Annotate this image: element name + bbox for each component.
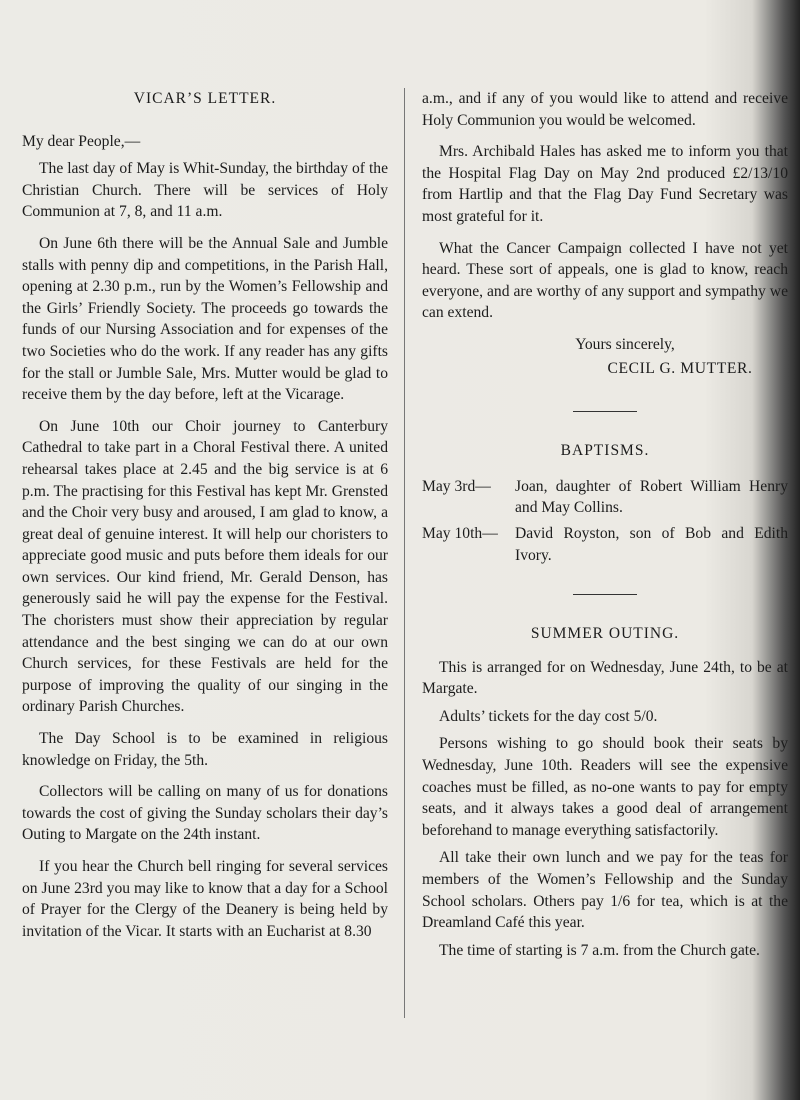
baptism-text: Joan, daughter of Robert William Henry and May Collins. [515,477,788,517]
section-rule [573,594,637,595]
continued-paragraph: a.m., and if any of you would like to attend and receive Holy Communion you would be welcomed. [422,90,788,129]
section-rule [573,411,637,412]
vicars-letter-title: VICAR’S LETTER. [133,90,277,107]
baptism-date: May 3rd— [422,477,491,495]
paragraph: This is arranged for on Wednesday, June 24th, to be at Margate. [422,658,788,698]
baptism-entry [422,523,788,566]
paragraph: The Day School is to be examined in religious knowledge on Friday, the 5th. [22,730,388,769]
baptism-text: David Royston, son of Bob and Edith Ivory. [515,524,788,564]
paragraph: All take their own lunch and we pay for the teas for members of the Women’s Fellowship and the Sunday School scholars. Others pay 1/6 for tea, which is at the Dreamland Café this year. [422,849,788,932]
paragraph: The time of starting is 7 a.m. from the Church gate. [439,941,760,959]
paragraph: Persons wishing to go should book their seats by Wednesday, June 10th. Readers will see the expensive coaches must be filled, as no-one wants to pay for empty seats, and it always takes a good deal of arrangement beforehand to manage everything satisfactorily. [422,735,788,839]
signature: CECIL G. MUTTER. [607,359,753,377]
right-column [422,0,788,961]
paragraph: What the Cancer Campaign collected I have not yet heard. These sort of appeals, one is glad to know, reach everyone, and are worthy of any support and sympathy we can extend. [422,239,788,322]
paragraph: If you hear the Church bell ringing for several services on June 23rd you may like to know that a day for a School of Prayer for the Clergy of the Deanery is being held by invitation of the Vicar. It starts with an Eucharist at 8.30 [22,858,388,940]
paragraph: On June 10th our Choir journey to Canterbury Cathedral to take part in a Choral Festival there. A united rehearsal takes place at 2.45 and the big service is at 6 p.m. The practising for this Festival has kept Mr. Grensted and the Choir very busy and aroused, I am glad to know, a great deal of genuine interest. It will help our choristers to appreciate good music and puts before them ideals for our own services. Our kind friend, Mr. Gerald Denson, has generously said he will pay the expense for the Festival. The choristers must show their appreciation by regular attendance and the best singing we can do at our own Church services, for these Festivals are held for the purpose of improving the quality of our singing in the ordinary Parish Churches. [22,417,388,716]
paragraph: The last day of May is Whit-Sunday, the birthday of the Christian Church. There will be services of Holy Communion at 7, 8, and 11 a.m. [22,160,388,221]
greeting: My dear People,— [22,132,141,150]
paragraph: Adults’ tickets for the day cost 5/0. [439,707,658,725]
paragraph: Collectors will be calling on many of us for donations towards the cost of giving the Sunday scholars their day’s Outing to Margate on the 24th instant. [22,783,388,844]
baptism-entry [422,476,788,519]
summer-outing-title: SUMMER OUTING. [530,625,680,643]
baptism-date: May 10th— [422,524,498,542]
closing: Yours sincerely, [575,335,675,353]
paragraph: Mrs. Archibald Hales has asked me to inform you that the Hospital Flag Day on May 2nd produced £2/13/10 from Hartlip and that the Flag Day Fund Secretary was most grateful for it. [422,143,788,225]
column-divider [404,88,405,1018]
paragraph: On June 6th there will be the Annual Sale and Jumble stalls with penny dip and competitions, in the Parish Hall, opening at 2.30 p.m., run by the Women’s Fellowship and the Girls’ Friendly Society. The proceeds go towards the funds of our Nursing Association and for expenses of the two Societies who do the work. If any reader has any gifts for the stall or Jumble Sale, Mrs. Mutter would be glad to receive them by the day before, left at the Vicarage. [22,234,388,404]
left-column [22,0,388,942]
baptisms-title: BAPTISMS. [560,442,650,460]
